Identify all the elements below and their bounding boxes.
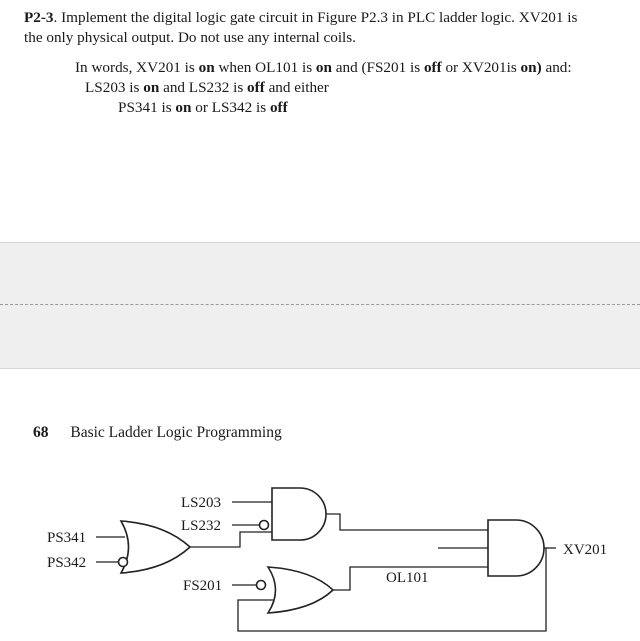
- words-line-1: In words, XV201 is on when OL101 is on and (FS201 is off or XV201is on) and:: [75, 59, 572, 76]
- and-gate-1: [272, 488, 326, 540]
- words-line-3: PS341 is on or LS342 is off: [118, 99, 288, 116]
- page-number: 68: [33, 424, 49, 441]
- logic-gate-diagram: [0, 470, 640, 641]
- page-gap-bottom: [0, 305, 640, 369]
- or-gate-2: [268, 567, 333, 613]
- wire-and1-to-and2: [326, 514, 488, 530]
- label-ol101: OL101: [386, 570, 429, 586]
- label-ps341: PS341: [47, 530, 87, 546]
- inverter-bubble-fs201: [257, 581, 266, 590]
- label-ps342: PS342: [47, 555, 87, 571]
- and-gate-2: [488, 520, 544, 576]
- or-gate-1: [121, 521, 190, 573]
- problem-text: [24, 8, 628, 118]
- words-line-2: LS203 is on and LS232 is off and either: [85, 79, 329, 96]
- label-ls232: LS232: [181, 518, 222, 534]
- problem-id: P2-3: [24, 9, 54, 26]
- label-fs201: FS201: [183, 578, 223, 594]
- label-ls203: LS203: [181, 495, 222, 511]
- page-gap-top: [0, 242, 640, 305]
- wire-or1-to-and1: [190, 532, 272, 547]
- label-xv201: XV201: [563, 542, 608, 558]
- inverter-bubble-ls232: [260, 521, 269, 530]
- page-title: Basic Ladder Logic Programming: [70, 424, 282, 441]
- problem-statement: P2-3. Implement the digital logic gate circuit in Figure P2.3 in PLC ladder logic. XV201 is the only physical output. Do not use any internal coils.: [24, 9, 578, 46]
- page-header: [33, 424, 282, 442]
- inverter-bubble-ps342: [119, 558, 128, 567]
